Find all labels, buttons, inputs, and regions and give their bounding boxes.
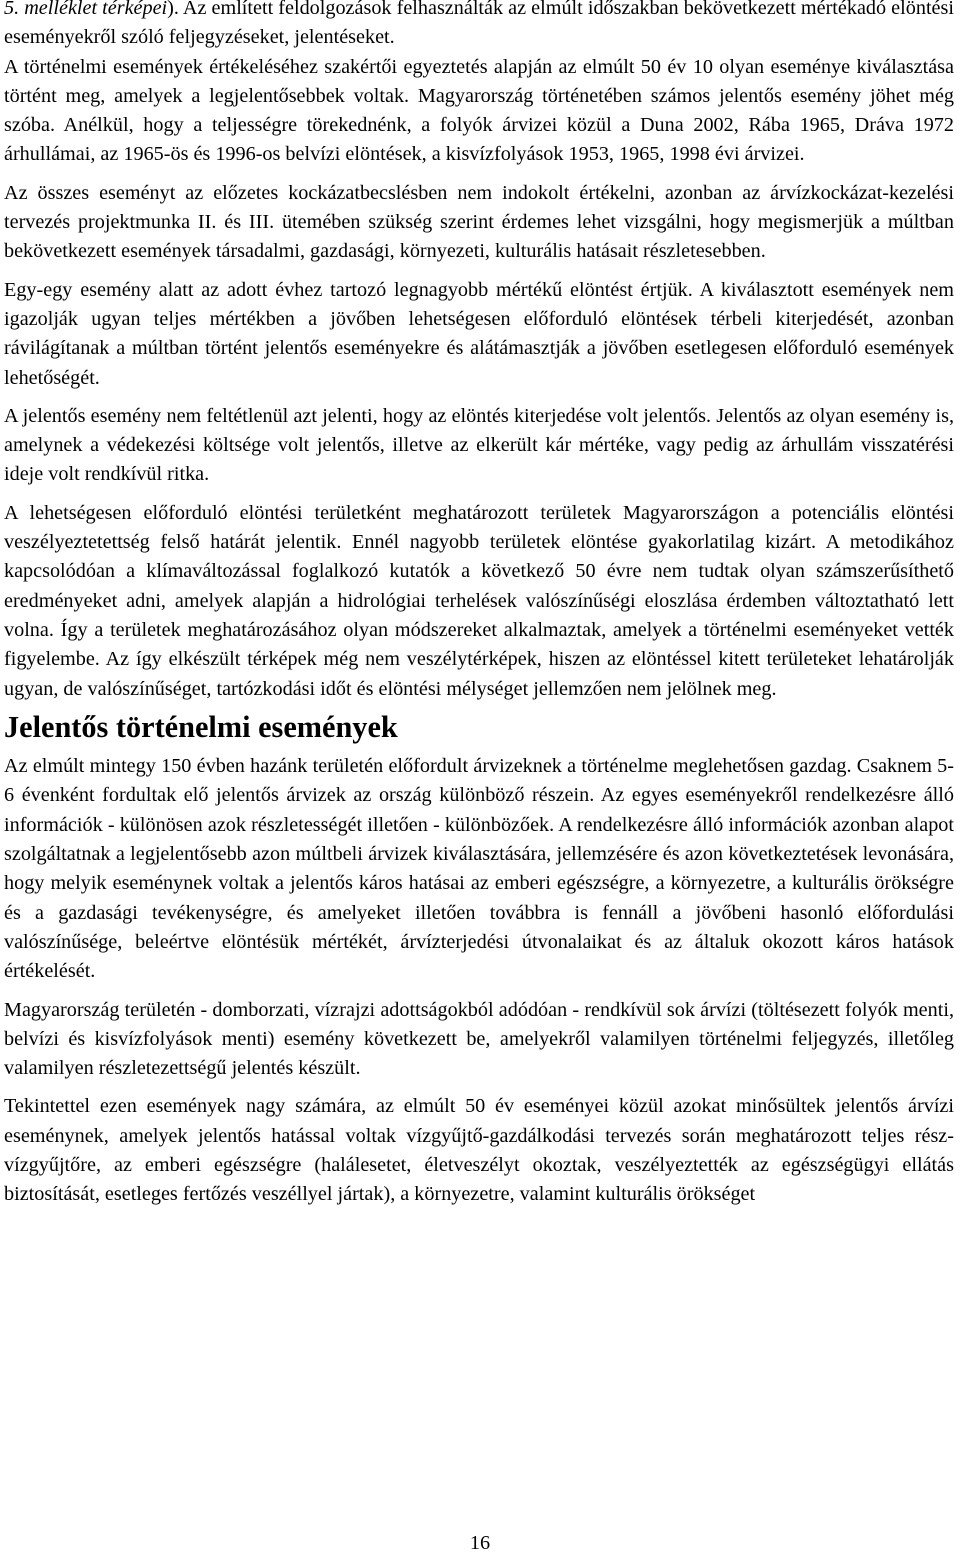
document-page <box>4 0 954 1219</box>
intro-lead-italic: 5. melléklet térképei <box>4 0 168 19</box>
intro-rest: ). Az említett feldolgozások felhasználták az elmúlt időszakban bekövetkezett mértékadó elöntési eseményekről szóló feljegyzéseket, jelentéseket. <box>4 0 954 49</box>
body-paragraph: Egy-egy esemény alatt az adott évhez tartozó legnagyobb mértékű elöntést értjük. A kiválasztott események nem igazolják ugyan teljes mértékben a jövőben lehetségesen előforduló elöntések térbeli kiterjedését, azonban rávilágítanak a múltban történt jelentős eseményekre és alátámasztják a jövőben esetlegesen előforduló események lehetőségét. <box>4 278 954 389</box>
body-paragraph: A jelentős esemény nem feltétlenül azt jelenti, hogy az elöntés kiterjedése volt jelentős. Jelentős az olyan esemény is, amelynek a védekezési költsége volt jelentős, illetve az elkerült kár mértéke, vagy pedig az árhullám visszatérési ideje volt rendkívül ritka. <box>4 404 954 486</box>
body-paragraph: A történelmi események értékeléséhez szakértői egyeztetés alapján az elmúlt 50 év 10 olyan eseménye kiválasztása történt meg, amelyek a legjelentősebbek voltak. Magyarország történetében számos jelentős esemény jöhet még szóba. Anélkül, hogy a teljességre törekednénk, a folyók árvizei közül a Duna 2002, Rába 1965, Dráva 1972 árhullámai, az 1965-ös és 1996-os belvízi elöntések, a kisvízfolyások 1953, 1965, 1998 évi árvizei. <box>4 55 954 166</box>
page-number: 16 <box>469 1532 491 1554</box>
body-paragraph: Magyarország területén - domborzati, vízrajzi adottságokból adódóan - rendkívül sok árvízi (töltésezett folyók menti, belvízi és kisvízfolyások menti) esemény következett be, amelyekről valamilyen történelmi feljegyzés, illetőleg valamilyen részletezettségű jelentés készült. <box>4 998 954 1080</box>
body-paragraph: A lehetségesen előforduló elöntési területként meghatározott területek Magyarországon a potenciális elöntési veszélyeztetettség felső határát jelentik. Ennél nagyobb területek elöntése gyakorlatilag kizárt. A metodikához kapcsolódóan a klímaváltozással foglalkozó kutatók a következő 50 évre nem tudtak olyan számszerűsíthető eredményeket adni, amelyek alapján a hidrológiai terhelések valószínűségi eloszlása érdemben változtatható lett volna. Így a területek meghatározásához olyan módszereket alkalmaztak, amelyek a történelmi eseményeket vették figyelembe. Az így elkészült térképek még nem veszélytérképek, hiszen az elöntéssel kitett területeket lehatárolják ugyan, de valószínűséget, tartózkodási időt és elöntési mélységet jellemzően nem jelölnek meg. <box>4 501 954 700</box>
body-paragraph: Az elmúlt mintegy 150 évben hazánk területén előfordult árvizeknek a történelme meglehetősen gazdag. Csaknem 5-6 évenként fordultak elő jelentős árvizek az ország különböző részein. Az egyes eseményekről rendelkezésre álló információk - különösen azok részletességét illetően - különbözőek. A rendelkezésre álló információk azonban alapot szolgáltatnak a legjelentősebb azon múltbeli árvizek kiválasztására, jellemzésére és azon következtetések levonására, hogy melyik eseménynek voltak a jelentős káros hatásai az emberi egészségre, a környezetre, a kulturális örökségre és a gazdasági tevékenységre, és amelyeket illetően továbbra is fennáll a jövőbeni hasonló előfordulási valószínűsége, beleértve elöntésük mértékét, árvízterjedési útvonalaikat és az általuk okozott káros hatások értékelését. <box>4 755 954 983</box>
intro-paragraph <box>4 0 954 53</box>
body-paragraph: Az összes eseményt az előzetes kockázatbecslésben nem indokolt értékelni, azonban az árvízkockázat-kezelési tervezés projektmunka II. és III. ütemében szükség szerint érdemes lehet vizsgálni, hogy megismerjük a múltban bekövetkezett események társadalmi, gazdasági, környezeti, kulturális hatásait részletesebben. <box>4 181 954 263</box>
section-heading: Jelentős történelmi események <box>4 709 398 744</box>
body-paragraph: Tekintettel ezen események nagy számára, az elmúlt 50 év eseményei közül azokat minősültek jelentős árvízi eseménynek, amelyek jelentős hatással voltak vízgyűjtő-gazdálkodási tervezés során meghatározott teljes rész-vízgyűjtőre, az emberi egészségre (halálesetet, életveszélyt okoztak, veszélyeztették az egészségügyi ellátás biztosítását, esetleges fertőzés veszéllyel jártak), a környezetre, valamint kulturális örökséget <box>4 1095 954 1206</box>
